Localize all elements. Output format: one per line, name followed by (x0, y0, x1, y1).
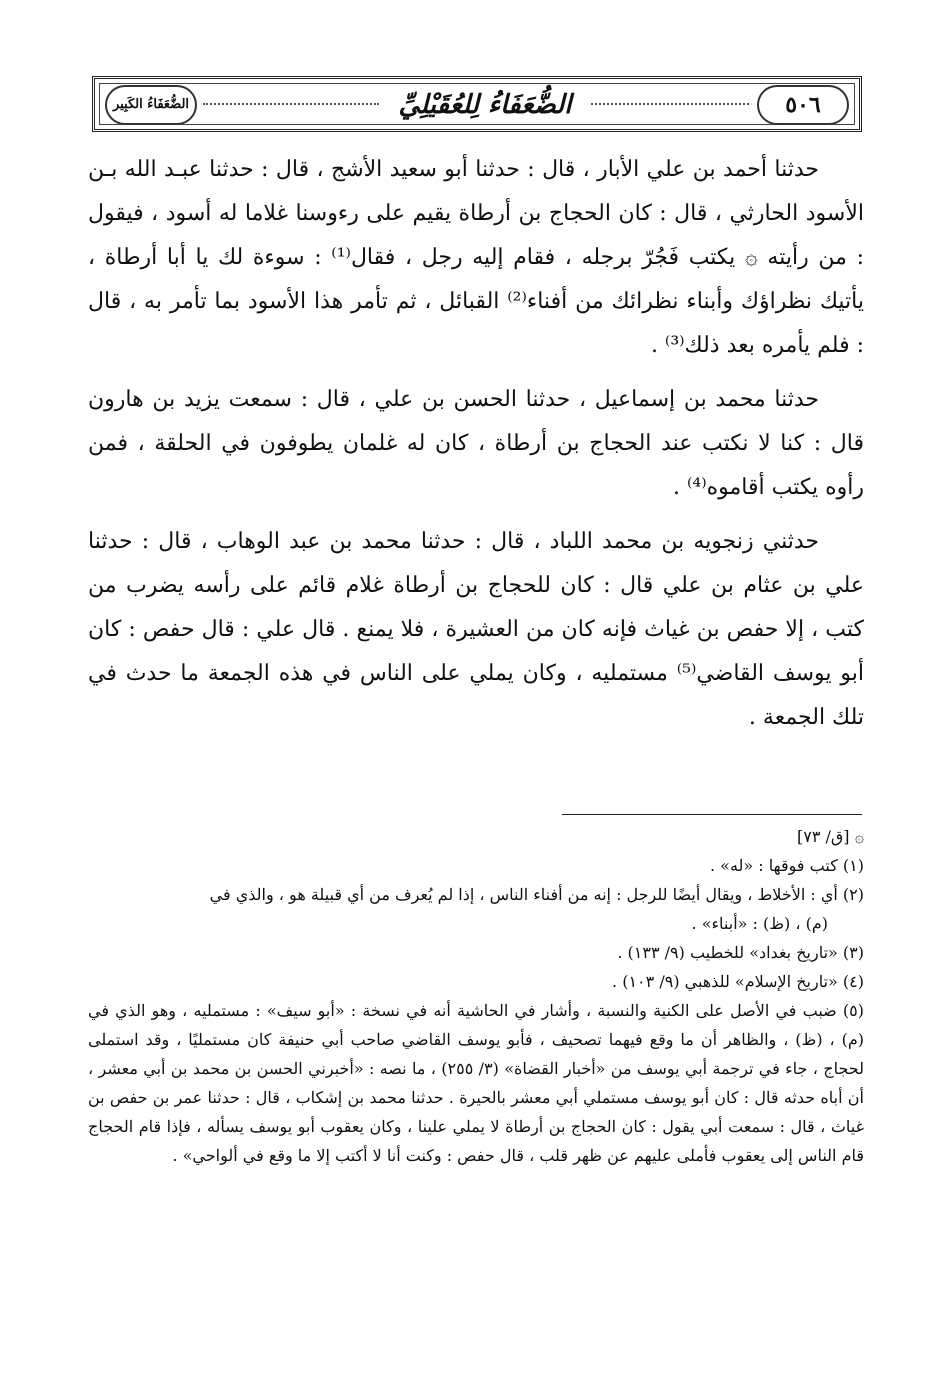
paragraph-1: حدثنا أحمد بن علي الأبار ، قال : حدثنا أبو سعيد الأشج ، قال : حدثنا عبـد الله بـن الأسود الحارثي ، قال : كان الحجاج بن أرطاة يقيم على رءوسنا غلاما له أسود ، فيقول : من رأيته ۞ يكتب فَجُرّ برجله ، فقام إليه رجل ، فقال⁽¹⁾ : سوءة لك يا أبا أرطاة ، يأتيك نظراؤك وأبناء نظرائك من أفناء⁽²⁾ القبائل ، ثم تأمر هذا الأسود بما تأمر به ، قال : فلم يأمره بعد ذلك⁽³⁾ . (88, 157, 865, 358)
footnote-4: (٤) «تاريخ الإسلام» للذهبي (٩/ ١٠٣) . (612, 972, 864, 991)
footnote-5: (٥) ضبب في الأصل على الكنية والنسبة ، وأشار في الحاشية أنه في نسخة : «أبو سيف» : مستمليه ، وهو الذي في (م) ، (ظ) ، والظاهر أن ما وقع فيهما تصحيف ، فأبو يوسف القاضي صاحب أبي حنيفة كان مستمليًا ، وقد استملى لحجاج ، جاء في ترجمة أبي يوسف من «أخبار القضاة» (٣/ ٢٥٥) ، ما نصه : «أخبرني الحسن بن محمد بن أبي معشر ، أن أباه حدثه قال : كان أبو يوسف مستملي أبي معشر بالحيرة . حدثنا محمد بن إشكاب ، قال : حدثنا عمر بن حفص بن غياث ، قال : سمعت أبي يقول : كان الحجاج بن أرطاة لا يملي علينا ، وكان يعقوب أبو يوسف يسأله ، فإذا قام الحجاج قام الناس إلى يعقوب فأملى عليهم عن ظهر قلب ، قال حفص : وكنت أنا لا أكتب إلا ما وقع في ألواحي» . (88, 1001, 865, 1165)
footnote-2: (٢) أي : الأخلاط ، ويقال أيضًا للرجل : إنه من أفناء الناس ، إذا لم يُعرف من أي قبيلة هو ، والذي في (209, 885, 864, 904)
book-logo: الضُّعَفَاءُ الكَبِير (105, 85, 197, 125)
paragraph-3: حدثني زنجويه بن محمد اللباد ، قال : حدثنا محمد بن عبد الوهاب ، قال : حدثنا علي بن عثام بن علي قال : كان للحجاج بن أرطاة غلام قائم على رأسه يضرب من كتب ، إلا حفص بن غياث فإنه كان من العشيرة ، فلا يمنع . قال علي : قال حفص : كان أبو يوسف القاضي⁽⁵⁾ مستمليه ، وكان يملي على الناس في هذه الجمعة ما حدث في تلك الجمعة . (88, 529, 864, 730)
footnote-separator (562, 814, 862, 815)
page-number: ٥٠٦ (757, 85, 849, 125)
paragraph-2: حدثنا محمد بن إسماعيل ، حدثنا الحسن بن علي ، قال : سمعت يزيد بن هارون قال : كنا لا نكتب عند الحجاج بن أرطاة ، كان له غلمان يطوفون في الحلقة ، فمن رأوه يكتب أقاموه⁽⁴⁾ . (88, 387, 864, 500)
footnote-2-continued: (م) ، (ظ) : «أبناء» . (691, 914, 828, 933)
page-header (92, 76, 862, 132)
main-text (88, 148, 864, 750)
footnote-3: (٣) «تاريخ بغداد» للخطيب (٩/ ١٣٣) . (617, 943, 864, 962)
folio-marker: ۞ [ق/ ٧٣] (796, 827, 864, 846)
footnote-1: (١) كتب فوقها : «له» . (710, 856, 864, 875)
footnotes (88, 822, 864, 1170)
ornament-right (591, 103, 749, 105)
running-title: الضُّعَفَاءُ لِلعُقَيْلِيِّ (398, 90, 572, 120)
ornament-left (203, 103, 379, 105)
